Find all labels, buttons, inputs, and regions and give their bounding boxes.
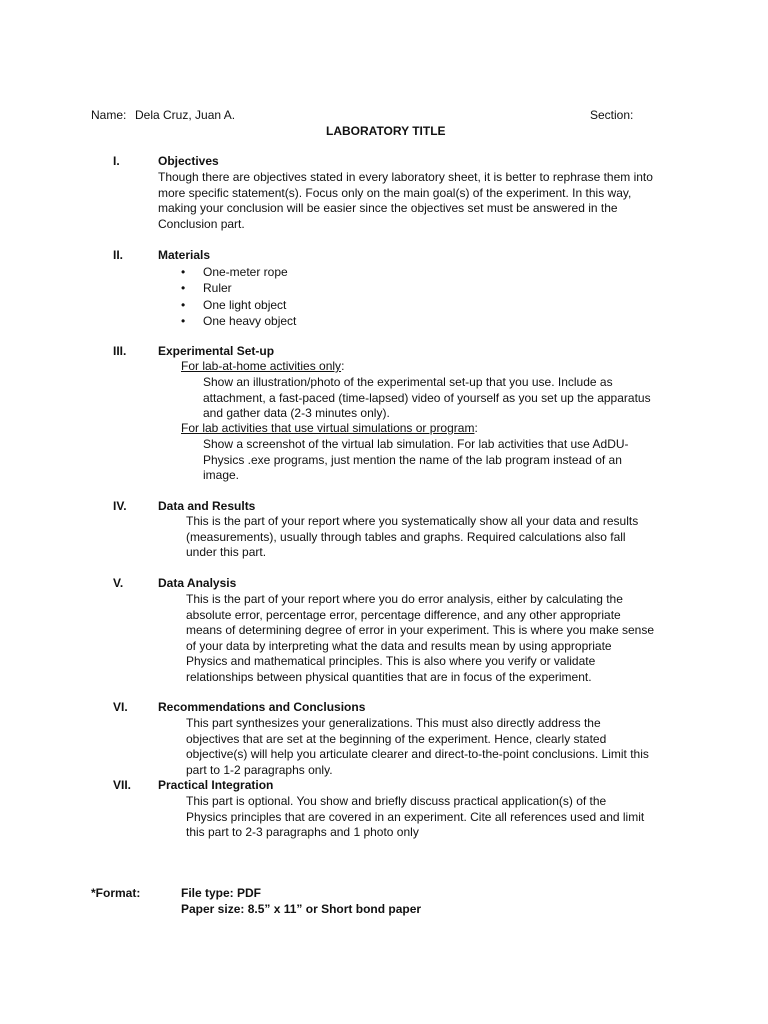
section-label: Section:: [590, 108, 634, 122]
name-value: Dela Cruz, Juan A.: [135, 108, 236, 122]
practical-integration-text: [186, 794, 644, 841]
objectives-line: more specific statement(s). Focus only on the main goal(s) of the experiment. In this way,: [158, 185, 632, 200]
data-analysis-line: absolute error, percentage error, percentage difference, and any other appropriate: [186, 607, 621, 622]
data-analysis-line: of your data by interpreting what the data and results mean by using appropriate: [186, 638, 612, 653]
setup-sub1-label: [181, 359, 344, 375]
list-item: • One light object: [181, 297, 296, 313]
setup-line: image.: [203, 468, 240, 482]
numeral-iii: III.: [113, 344, 127, 358]
file-type: File type: PDF: [181, 886, 262, 900]
objectives-line: making your conclusion will be easier since the objectives set must be answered in the: [158, 201, 618, 215]
data-analysis-line: This is the part of your report where you do error analysis, either by calculating the: [186, 592, 623, 606]
numeral-v: V.: [113, 576, 124, 590]
objectives-line: Though there are objectives stated in every laboratory sheet, it is better to rephrase them into: [158, 170, 653, 184]
recommendations-line: objectives that are set at the beginning of the experiment. Hence, clearly stated: [186, 731, 607, 746]
setup-line: and gather data (2-3 minutes only).: [203, 406, 390, 420]
format-label: *Format:: [91, 886, 141, 900]
name-label: Name:: [91, 108, 127, 122]
practical-line: this part to 2-3 paragraphs and 1 photo only: [186, 825, 419, 839]
objectives-heading: Objectives: [158, 154, 219, 168]
data-analysis-line: relationships between physical quantities that are in focus of the experiment.: [186, 669, 592, 684]
materials-list: [181, 264, 296, 329]
setup-sub1-label-text: For lab-at-home activities only: [181, 359, 342, 373]
data-analysis-line: Physics and mathematical principles. This is also where you verify or validate: [186, 654, 596, 668]
data-analysis-heading: Data Analysis: [158, 576, 237, 590]
setup-sub1-text: [203, 375, 651, 422]
recommendations-line: part to 1-2 paragraphs only.: [186, 762, 333, 777]
setup-line: Show an illustration/photo of the experimental set-up that you use. Include as: [203, 375, 613, 389]
data-analysis-text: [186, 592, 654, 685]
list-item: • Ruler: [181, 280, 296, 296]
recommendations-line: objective(s) will help you articulate clearer and direct-to-the-point conclusions. Limit this: [186, 747, 649, 761]
setup-sub2-text: [203, 437, 629, 484]
list-item: • One heavy object: [181, 313, 296, 329]
setup-sub2-label: [181, 421, 478, 437]
data-results-heading: Data and Results: [158, 499, 256, 513]
setup-line: Show a screenshot of the virtual lab simulation. For lab activities that use AdDU-: [203, 437, 629, 451]
setup-line: Physics .exe programs, just mention the name of the lab program instead of an: [203, 452, 622, 467]
setup-heading: Experimental Set-up: [158, 344, 275, 358]
objectives-text: [158, 170, 653, 232]
data-results-line: This is the part of your report where you systematically show all your data and results: [186, 514, 639, 528]
practical-integration-heading: Practical Integration: [158, 778, 274, 792]
setup-sub2-label-text: For lab activities that use virtual simulations or program: [181, 421, 475, 435]
practical-line: Physics principles that are covered in an experiment. Cite all references used and limit: [186, 809, 645, 824]
setup-line: attachment, a fast-paced (time-lapsed) video of yourself as you set up the apparatus: [203, 390, 651, 405]
practical-line: This part is optional. You show and briefly discuss practical application(s) of the: [186, 794, 607, 808]
numeral-ii: II.: [113, 248, 124, 262]
recommendations-heading: Recommendations and Conclusions: [158, 700, 366, 714]
numeral-i: I.: [113, 154, 120, 168]
setup-sub2-colon: :: [474, 421, 478, 435]
numeral-vii: VII.: [113, 778, 132, 792]
data-analysis-line: means of determining degree of error in your experiment. This is where you make sense: [186, 623, 655, 637]
laboratory-title: LABORATORY TITLE: [326, 124, 446, 138]
setup-sub1-colon: :: [341, 359, 345, 373]
list-item: • One-meter rope: [181, 264, 296, 280]
paper-size: Paper size: 8.5” x 11” or Short bond paper: [181, 902, 422, 916]
materials-heading: Materials: [158, 248, 211, 262]
data-results-line: (measurements), usually through tables and graphs. Required calculations also fall: [186, 529, 626, 544]
data-results-text: [186, 514, 638, 561]
recommendations-text: [186, 716, 649, 778]
numeral-vi: VI.: [113, 700, 128, 714]
numeral-iv: IV.: [113, 499, 127, 513]
recommendations-line: This part synthesizes your generalizations. This must also directly address the: [186, 716, 601, 730]
objectives-line: Conclusion part.: [158, 216, 245, 231]
data-results-line: under this part.: [186, 545, 267, 559]
